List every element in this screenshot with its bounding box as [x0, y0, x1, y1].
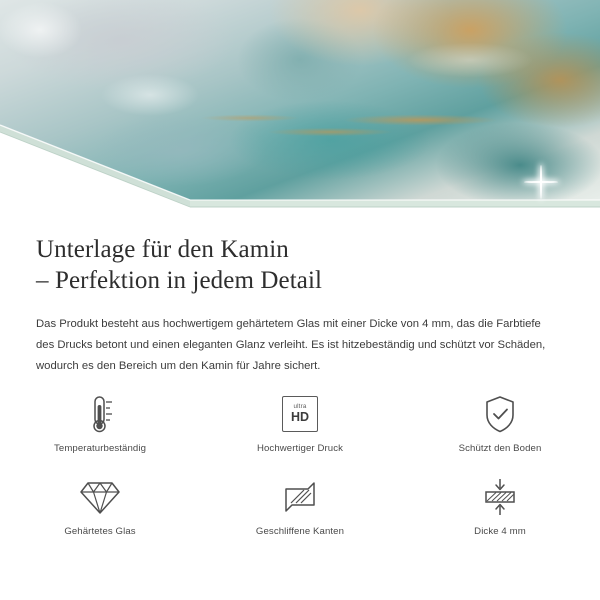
ultra-hd-icon: [282, 392, 318, 436]
feature-label: Temperaturbeständig: [53, 443, 147, 454]
diamond-icon: [79, 475, 121, 519]
ultra-hd-badge-bottom: HD: [290, 410, 310, 425]
page-title-line-1: Unterlage für den Kamin: [36, 236, 289, 263]
thickness-icon: [480, 475, 520, 519]
text-block: [0, 212, 600, 377]
feature-label: Dicke 4 mm: [474, 526, 526, 537]
feature-label: Hochwertiger Druck: [256, 443, 344, 454]
feature-label: Geschliffene Kanten: [255, 526, 345, 537]
feature-label: Schützt den Boden: [458, 443, 542, 454]
page-title-line-2: – Perfektion in jedem Detail: [36, 267, 323, 294]
polished-edges-icon: [280, 475, 320, 519]
feature-item-thickness: [400, 475, 600, 550]
feature-item-tempered-glass: [0, 475, 200, 550]
feature-item-print-quality: [200, 392, 400, 467]
feature-grid: [0, 392, 600, 550]
feature-item-temperature: [0, 392, 200, 467]
hero-image: [0, 0, 600, 212]
thermometer-icon: [80, 392, 120, 436]
ultra-hd-badge-top: ultra: [293, 403, 307, 411]
page-title: [0, 212, 600, 296]
feature-item-polished-edges: [200, 475, 400, 550]
marble-veins-overlay: [0, 0, 600, 200]
body-paragraph: Das Produkt besteht aus hochwertigem gehärtetem Glas mit einer Dicke von 4 mm, das die Farbtiefe des Drucks betont und einen eleganten Glanz verleiht. Es ist hitzebeständig und schützt vor Schäden, wodurch es den Bereich um den Kamin für Jahre sichert.: [36, 318, 546, 372]
shield-check-icon: [480, 392, 520, 436]
feature-item-floor-protection: [400, 392, 600, 467]
feature-label: Gehärtetes Glas: [64, 526, 136, 537]
